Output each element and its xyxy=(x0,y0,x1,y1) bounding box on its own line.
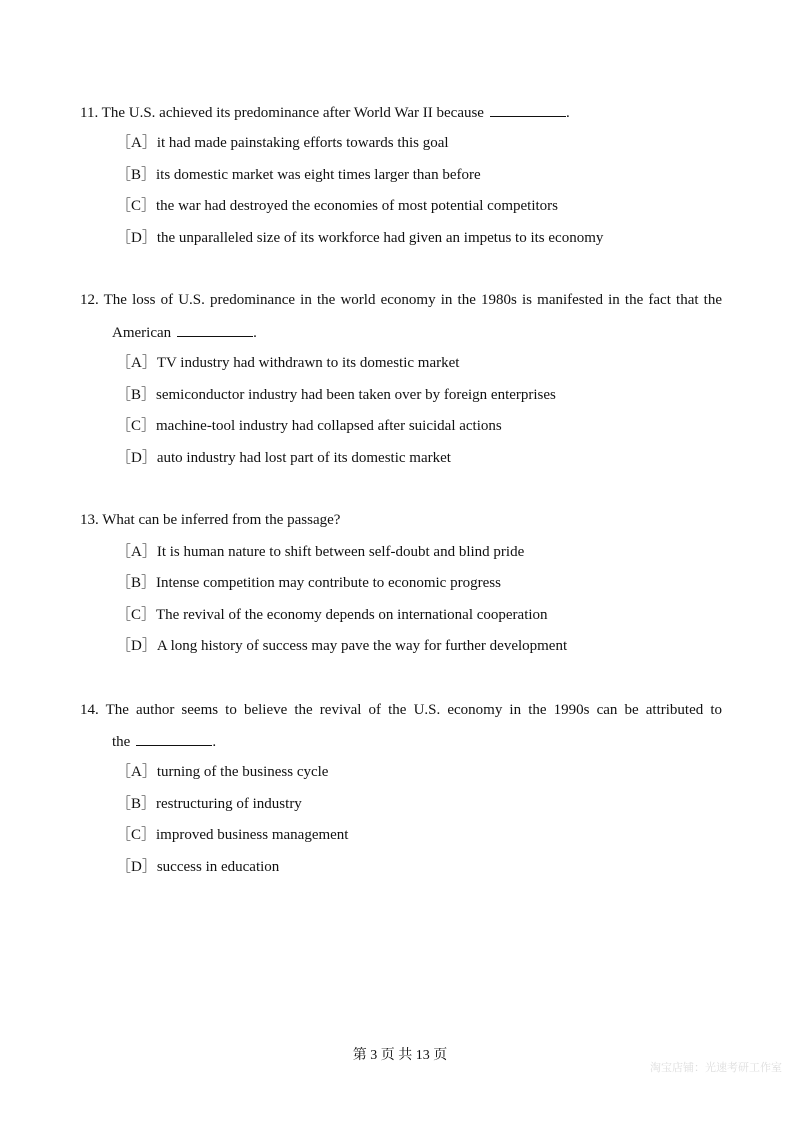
question-12-stem-cont: American . xyxy=(112,325,257,341)
answer-blank xyxy=(490,103,566,117)
q12-option-d: ［D］auto industry had lost part of its domestic market xyxy=(116,450,451,466)
question-12-stem: 12. The loss of U.S. predominance in the world economy in the 1980s is manifested in the fact that the xyxy=(80,292,722,308)
answer-blank xyxy=(177,323,253,337)
q12-option-b: ［B］semiconductor industry had been taken over by foreign enterprises xyxy=(116,387,556,403)
stem-cont-text: the xyxy=(112,734,131,750)
question-14-stem-cont: the . xyxy=(112,734,217,750)
q12-option-a: ［A］TV industry had withdrawn to its domestic market xyxy=(116,355,460,371)
q11-option-a: ［A］it had made painstaking efforts towards this goal xyxy=(116,135,449,151)
q11-option-b: ［B］its domestic market was eight times larger than before xyxy=(116,167,481,183)
q12-option-c: ［C］machine-tool industry had collapsed after suicidal actions xyxy=(116,418,502,434)
watermark: 淘宝店铺：光速考研工作室 xyxy=(650,1062,782,1074)
q14-option-d: ［D］success in education xyxy=(116,859,280,875)
q13-option-b: ［B］Intense competition may contribute to economic progress xyxy=(116,575,501,591)
q13-option-a: ［A］It is human nature to shift between self-doubt and blind pride xyxy=(116,544,525,560)
q13-option-d: ［D］A long history of success may pave the way for further development xyxy=(116,638,568,654)
q14-option-a: ［A］turning of the business cycle xyxy=(116,764,329,780)
question-11-stem: 11. The U.S. achieved its predominance after World War II because . xyxy=(80,105,570,121)
q11-option-c: ［C］the war had destroyed the economies of most potential competitors xyxy=(116,198,558,214)
answer-blank xyxy=(136,732,212,746)
q11-option-d: ［D］the unparalleled size of its workforce had given an impetus to its economy xyxy=(116,230,604,246)
stem-cont-text: American xyxy=(112,325,172,341)
question-14-stem: 14. The author seems to believe the revival of the U.S. economy in the 1990s can be attributed to xyxy=(80,702,722,718)
stem-text: 11. The U.S. achieved its predominance after World War II because xyxy=(80,105,484,121)
page-number-footer: 第 3 页 共 13 页 xyxy=(352,1048,448,1063)
question-13-stem: 13. What can be inferred from the passage? xyxy=(80,512,341,528)
q14-option-c: ［C］improved business management xyxy=(116,827,349,843)
q13-option-c: ［C］The revival of the economy depends on international cooperation xyxy=(116,607,548,623)
q14-option-b: ［B］restructuring of industry xyxy=(116,796,302,812)
